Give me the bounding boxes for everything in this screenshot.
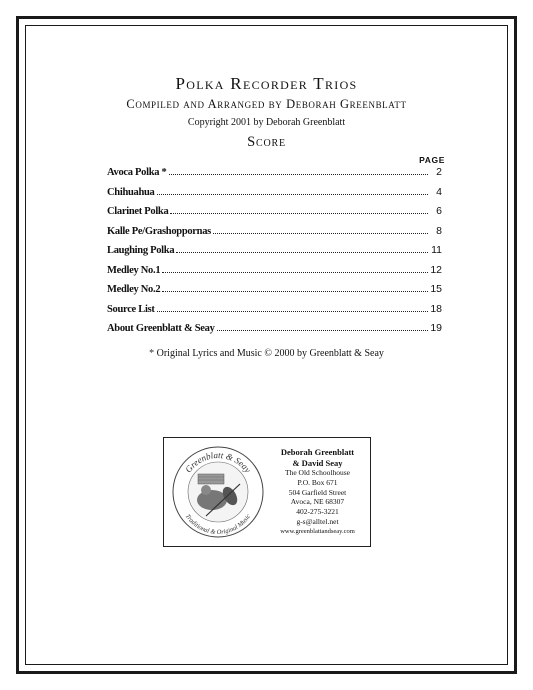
- toc-entry-page: 6: [436, 205, 442, 217]
- toc-entry-page: 12: [430, 263, 442, 276]
- address-line: P.O. Box 671: [297, 477, 338, 487]
- toc-entry[interactable]: [107, 244, 442, 264]
- toc-entry-title: Source List: [107, 303, 155, 315]
- copyright-line: Copyright 2001 by Deborah Greenblatt: [187, 117, 346, 128]
- toc-leader-dots: [169, 173, 429, 175]
- toc-entry-title: Kalle Pe/Grashoppornas: [107, 225, 211, 237]
- toc-entry-title: Chihuahua: [107, 186, 155, 198]
- toc-entry[interactable]: [107, 166, 442, 186]
- toc-leader-dots: [157, 310, 428, 312]
- toc-entry[interactable]: [107, 303, 442, 323]
- book-subtitle: Compiled and Arranged by Deborah Greenblatt: [126, 97, 407, 111]
- toc-leader-dots: [170, 212, 428, 214]
- toc-entry[interactable]: [107, 186, 442, 206]
- toc-entry-page: 8: [436, 224, 442, 237]
- toc-entry-title: Laughing Polka: [107, 245, 175, 256]
- logo-text-bottom: Traditional & Original Music: [183, 513, 253, 537]
- toc-leader-dots: [213, 232, 428, 234]
- toc-entry-title: Avoca Polka *: [107, 167, 167, 178]
- greenblatt-seay-logo: [170, 444, 266, 540]
- contact-name-1: Deborah Greenblatt: [280, 447, 355, 457]
- toc-entry-page: 11: [431, 244, 442, 256]
- table-of-contents: [107, 166, 442, 342]
- toc-entry-page: 2: [436, 166, 442, 178]
- toc-leader-dots: [162, 290, 428, 292]
- toc-leader-dots: [176, 251, 428, 253]
- toc-entry-title: Medley No.1: [107, 264, 161, 276]
- dulcimer-icon: [198, 474, 224, 484]
- address-line: 504 Garfield Street: [288, 487, 347, 497]
- footnote-text: Original Lyrics and Music © 2000 by Greenblatt & Seay: [156, 348, 384, 359]
- contact-name-2: & David Seay: [292, 457, 343, 468]
- toc-entry[interactable]: [107, 283, 442, 303]
- website-link[interactable]: www.greenblattandseay.com: [280, 527, 355, 535]
- toc-entry[interactable]: [107, 205, 442, 225]
- toc-entry-title: About Greenblatt & Seay: [107, 323, 215, 334]
- business-card: [163, 437, 371, 547]
- address-line: The Old Schoolhouse: [285, 468, 350, 477]
- toc-entry-page: 4: [436, 185, 442, 198]
- toc-leader-dots: [162, 271, 428, 273]
- section-heading: Score: [247, 134, 286, 150]
- footnote-marker: *: [149, 348, 155, 359]
- toc-entry[interactable]: [107, 264, 442, 284]
- toc-entry-page: 15: [430, 283, 442, 295]
- address-line: Avoca, NE 68307: [290, 497, 345, 507]
- toc-entry-page: 18: [430, 302, 442, 315]
- toc-leader-dots: [217, 329, 428, 331]
- toc-entry-page: 19: [430, 322, 442, 334]
- toc-entry[interactable]: [107, 322, 442, 342]
- toc-leader-dots: [157, 193, 429, 195]
- toc-entry[interactable]: [107, 225, 442, 245]
- book-title: Polka Recorder Trios: [175, 74, 358, 93]
- toc-entry-title: Clarinet Polka: [107, 206, 169, 217]
- logo-text-top: Greenblatt & Seay: [183, 449, 253, 475]
- contact-block: [266, 447, 369, 537]
- toc-entry-title: Medley No.2: [107, 284, 161, 295]
- toc-page-header: PAGE: [419, 155, 445, 165]
- email-address[interactable]: g-s@alltel.net: [296, 516, 339, 526]
- footnote: [0, 348, 533, 359]
- phone-number: 402-275-3221: [296, 507, 339, 517]
